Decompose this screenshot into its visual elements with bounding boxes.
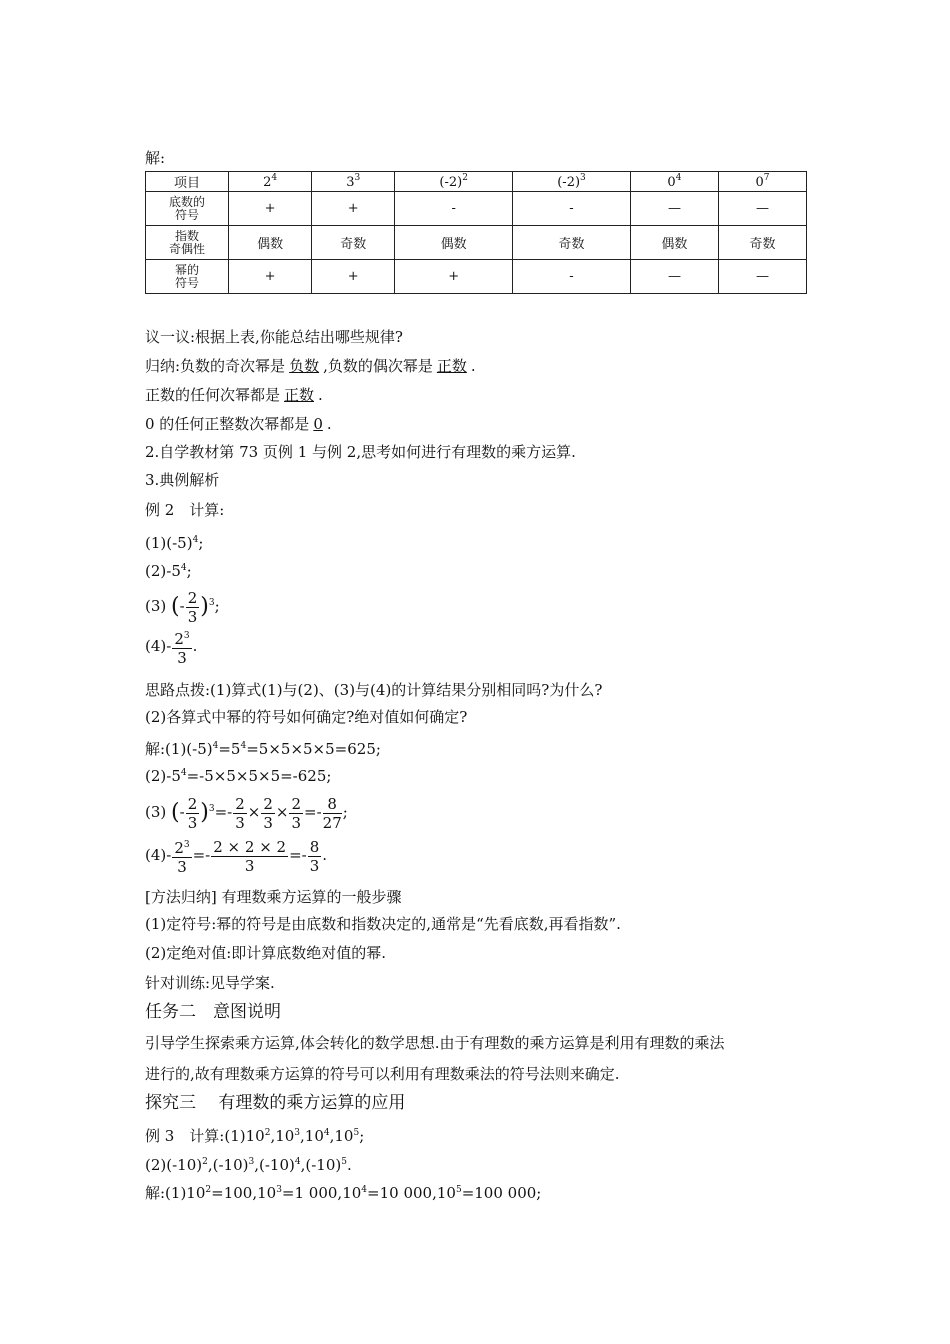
zero-line: 0 的任何正整数次幂都是 0 . (145, 415, 332, 433)
fraction: $\frac{2}{3}$ (291, 794, 302, 832)
table-cell: + (312, 260, 395, 294)
method-step-1: (1)定符号:幂的符号是由底数和指数决定的,通常是“先看底数,再看指数”. (145, 915, 621, 933)
fraction: $\frac{2^3}{3}$ (172, 836, 191, 876)
table-cell: — (718, 260, 806, 294)
table-cell: + (229, 260, 312, 294)
explore-3-heading: 探究三 有理数的乘方运算的应用 (145, 1093, 406, 1113)
table-header-cell: $0^7$ (718, 172, 806, 192)
table-header-cell: $(-2)^2$ (395, 172, 513, 192)
table-cell: + (395, 260, 513, 294)
positive-line: 正数的任何次幂都是 正数 . (145, 386, 323, 404)
example-3-solution: 解$:(1)10^2=100,10^3=1$ $000,10^4=10$ $000,10^5=100$ 000; (145, 1184, 542, 1202)
table-header-cell: 项目 (146, 172, 229, 192)
typical-heading: 3.典例解析 (145, 471, 220, 489)
table-cell: - (513, 192, 631, 226)
row-label: 底数的 符号 (146, 192, 229, 226)
practice-line: 针对训练:见导学案. (145, 974, 275, 992)
discuss-line: 议一议:根据上表,你能总结出哪些规律? (145, 328, 403, 346)
solution-4: (4)- $\frac{2^3}{3}$ =- $\frac{2 \times 2 \times 2}{3}$ =- $\frac{8}{3}$ . (145, 837, 328, 876)
table-cell: 奇数 (513, 226, 631, 260)
solution-2: $(2)-5^4=-5\times 5\times 5\times 5=-625$; (145, 767, 332, 785)
table-cell: 奇数 (718, 226, 806, 260)
table-header-row (146, 172, 807, 192)
fraction: $\frac{2}{3}$ (235, 794, 245, 832)
hint-line-2: (2)各算式中幂的符号如何确定?绝对值如何确定? (145, 708, 468, 726)
solution-label: 解: (145, 149, 166, 167)
table-cell: - (395, 192, 513, 226)
table-row (146, 226, 807, 260)
table-header-cell: $0^4$ (630, 172, 718, 192)
solution-3: (3) (- $\frac{2}{3}$ )$^3$=- $\frac{2}{3}$ × $\frac{2}{3}$ × $\frac{2}{3}$ =- $\frac{8}{27}$ ; (145, 794, 348, 832)
induce-line: 归纳:负数的奇次幂是 负数 ,负数的偶次幂是 正数 . (145, 357, 476, 375)
hint-line-1: 思路点拨:(1)算式(1)与(2)、(3)与(4)的计算结果分别相同吗?为什么? (145, 681, 603, 699)
fraction: $\frac{8}{3}$ (309, 837, 320, 875)
fraction: $\frac{8}{27}$ (322, 794, 342, 832)
table-cell: + (229, 192, 312, 226)
intent-line-1: 引导学生探索乘方运算,体会转化的数学思想.由于有理数的乘方运算是利用有理数的乘法 (145, 1034, 725, 1052)
table-header-cell: $(-2)^3$ (513, 172, 631, 192)
table-header-cell: $2^4$ (229, 172, 312, 192)
fraction: $\frac{2^3}{3}$ (172, 627, 191, 667)
solution-1: 解$:(1)(-5)^4=5^4=5\times 5\times 5\times 5=625$; (145, 740, 381, 758)
blank-answer: 正数 (284, 386, 315, 404)
table-cell: 偶数 (630, 226, 718, 260)
blank-answer: 正数 (436, 357, 467, 375)
table-cell: 偶数 (229, 226, 312, 260)
example-2-title: 例 2 计算: (145, 501, 225, 519)
row-label: 指数 奇偶性 (146, 226, 229, 260)
fraction: $\frac{2}{3}$ (263, 794, 273, 832)
question-1: $(1)(-5)^4$; (145, 534, 204, 552)
question-4: (4)- $\frac{2^3}{3}$ . (145, 626, 197, 667)
fraction: $\frac{2 \times 2 \times 2}{3}$ (213, 837, 287, 875)
table-cell: 偶数 (395, 226, 513, 260)
table-header-cell: $3^3$ (312, 172, 395, 192)
task-2-heading: 任务二 意图说明 (145, 1002, 281, 1022)
table-cell: — (630, 192, 718, 226)
example-3-part-2: $(2)(-10)^2,(-10)^3,(-10)^4,(-10)^5$. (145, 1156, 352, 1174)
fraction: $\frac{2}{3}$ (187, 588, 198, 626)
blank-answer: 0 (313, 415, 323, 433)
self-study-line: 2.自学教材第 73 页例 1 与例 2,思考如何进行有理数的乘方运算. (145, 443, 576, 461)
table-row (146, 260, 807, 294)
table-cell: — (718, 192, 806, 226)
example-3-part-1: 例 3 计算$:(1)10^2,10^3,10^4,10^5$; (145, 1127, 365, 1145)
row-label: 幂的 符号 (146, 260, 229, 294)
sign-table (145, 171, 807, 294)
table-row (146, 192, 807, 226)
method-step-2: (2)定绝对值:即计算底数绝对值的幂. (145, 944, 387, 962)
method-heading: [方法归纳] 有理数乘方运算的一般步骤 (145, 888, 402, 906)
question-2: $(2)-5^4$; (145, 562, 192, 580)
table-cell: + (312, 192, 395, 226)
question-3: (3) (- $\frac{2}{3}$ )$^3$; (145, 588, 220, 626)
blank-answer: 负数 (289, 357, 320, 375)
table-cell: - (513, 260, 631, 294)
intent-line-2: 进行的,故有理数乘方运算的符号可以利用有理数乘法的符号法则来确定. (145, 1065, 620, 1083)
fraction: $\frac{2}{3}$ (187, 794, 198, 832)
table-cell: — (630, 260, 718, 294)
table-cell: 奇数 (312, 226, 395, 260)
